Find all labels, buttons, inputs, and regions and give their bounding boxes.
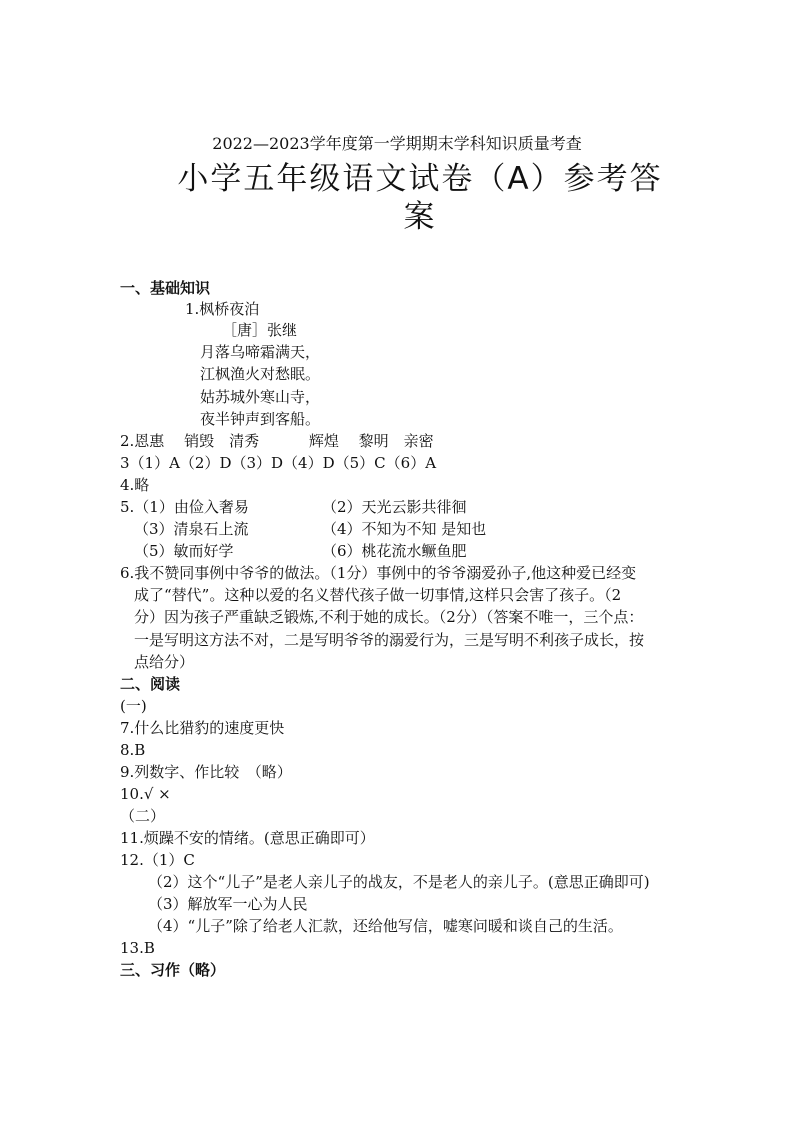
q8-answer: 8.B (120, 741, 146, 759)
reading-part-2-label: （二） (120, 807, 166, 825)
q5-row-1-a: 5.（1）由俭入奢易 (120, 498, 249, 516)
poem-line: 江枫渔火对愁眠。 (200, 365, 321, 383)
poem-line: 夜半钟声到客船。 (200, 410, 321, 428)
section-heading-basic: 一、基础知识 (120, 279, 211, 297)
poem-line: 姑苏城外寒山寺， (200, 388, 321, 406)
q2-answer: 2.恩惠 销毁 清秀 辉煌 黎明 亲密 (120, 432, 434, 450)
page-title (160, 160, 680, 236)
q12-answer-2: （2）这个“儿子”是老人亲儿子的战友，不是老人的亲儿子。(意思正确即可) (148, 873, 650, 891)
q5-row-3-a: （5）敏而好学 (134, 542, 234, 560)
poem-line: 月落乌啼霜满天， (200, 343, 321, 361)
q6-line: 6.我不赞同事例中爷爷的做法。（1分）事例中的爷爷溺爱孙子,他这种爱已经变 (120, 564, 637, 582)
q5-row-2-a: （3）清泉石上流 (134, 520, 249, 538)
q1-title: 1.枫桥夜泊 (185, 300, 260, 318)
q6-line: 点给分） (134, 653, 195, 671)
q5-row-3-b: （6）桃花流水鳜鱼肥 (322, 542, 467, 560)
q3-answer: 3（1）A（2）D（3）D（4）D（5）C（6）A (120, 454, 437, 472)
title-line-1: 小学五年级语文试卷（A）参考答 (177, 161, 663, 197)
q12-answer-3: （3）解放军一心为人民 (148, 895, 308, 913)
q6-line: 成了“替代”。这种以爱的名义替代孩子做一切事情,这样只会害了孩子。（2 (134, 586, 622, 604)
q6-line: 分）因为孩子严重缺乏锻炼,不利于她的成长。（2分）（答案不唯一，三个点： (134, 608, 644, 626)
q7-answer: 7.什么比猎豹的速度更快 (120, 719, 285, 737)
q10-answer: 10.√ × (120, 785, 171, 803)
q4-answer: 4.略 (120, 476, 150, 494)
q6-line: 一是写明这方法不对，二是写明爷爷的溺爱行为，三是写明不利孩子成长，按 (134, 631, 645, 649)
q5-row-1-b: （2）天光云影共徘徊 (322, 498, 467, 516)
q9-answer: 9.列数字、作比较 （略） (120, 763, 292, 781)
q11-answer: 11.烦躁不安的情绪。(意思正确即可） (120, 829, 375, 847)
title-line-2: 案 (403, 199, 437, 235)
q13-answer: 13.B (120, 939, 155, 957)
q5-row-2-b: （4）不知为不知 是知也 (322, 520, 487, 538)
exam-subtitle: 2022—2023学年度第一学期期末学科知识质量考查 (212, 134, 582, 153)
q12-answer-1: 12.（1）C (120, 851, 195, 869)
poem-author: ［唐］张继 (222, 321, 298, 339)
q12-answer-4: （4）“儿子”除了给老人汇款，还给他写信，嘘寒问暖和谈自己的生活。 (148, 917, 623, 935)
reading-part-1-label: (一) (120, 697, 147, 715)
section-heading-writing: 三、习作（略） (120, 961, 226, 979)
section-heading-reading: 二、阅读 (120, 675, 181, 693)
